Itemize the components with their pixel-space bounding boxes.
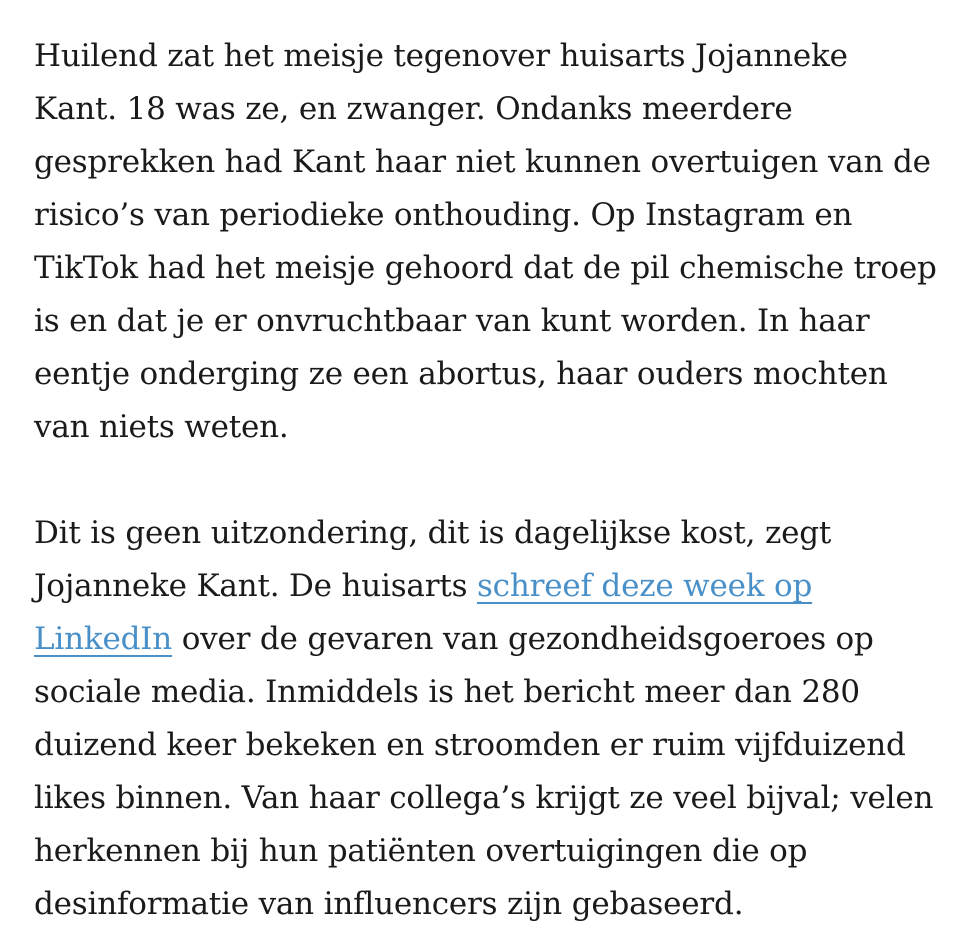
- article-body: [34, 30, 949, 931]
- paragraph-1: [34, 30, 949, 454]
- text-line: duizend keer bekeken en stroomden er ruim vijfduizend: [34, 727, 906, 763]
- text-line: Huilend zat het meisje tegenover huisarts Jojanneke: [34, 38, 848, 74]
- text-line: desinformatie van influencers zijn gebaseerd.: [34, 886, 744, 922]
- text-line: risico’s van periodieke onthouding. Op Instagram en: [34, 197, 853, 233]
- text-line: sociale media. Inmiddels is het bericht meer dan 280: [34, 674, 860, 710]
- linkedin-post-link[interactable]: schreef deze week op: [476, 568, 813, 604]
- text-line: is en dat je er onvruchtbaar van kunt worden. In haar: [34, 303, 870, 339]
- paragraph-2: [34, 507, 949, 931]
- text-line: TikTok had het meisje gehoord dat de pil chemische troep: [34, 250, 937, 286]
- text-line: [34, 560, 949, 613]
- text-line: herkennen bij hun patiënten overtuigingen die op: [34, 833, 808, 869]
- text-line: Dit is geen uitzondering, dit is dagelijkse kost, zegt: [34, 515, 832, 551]
- text-line: Kant. 18 was ze, en zwanger. Ondanks meerdere: [34, 91, 793, 127]
- text-line: [34, 613, 949, 666]
- text-line: likes binnen. Van haar collega’s krijgt ze veel bijval; velen: [34, 780, 934, 816]
- text-line: eentje onderging ze een abortus, haar ouders mochten: [34, 356, 888, 392]
- text-segment: over de gevaren van gezondheidsgoeroes op: [172, 621, 874, 657]
- text-segment: Jojanneke Kant. De huisarts: [34, 568, 477, 604]
- linkedin-post-link-continued[interactable]: LinkedIn: [34, 621, 173, 657]
- text-line: gesprekken had Kant haar niet kunnen overtuigen van de: [34, 144, 931, 180]
- text-line: van niets weten.: [34, 409, 289, 445]
